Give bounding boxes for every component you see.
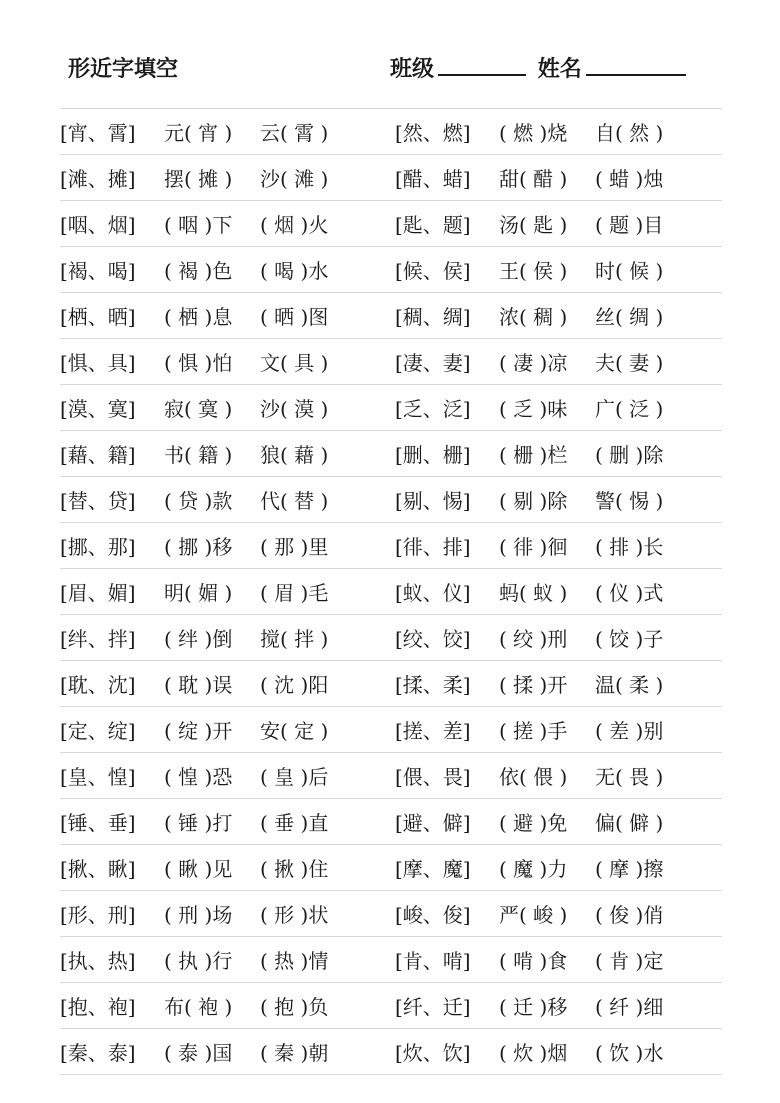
char-pair: [峻、俊] [395, 903, 471, 927]
word-2: 广( 泛 ) [595, 397, 664, 421]
word-1: 王( 侯 ) [499, 259, 568, 283]
word-1: ( 耽 )误 [164, 673, 233, 697]
word-2: 时( 候 ) [595, 259, 664, 283]
word-2: ( 题 )目 [595, 213, 664, 237]
word-1: ( 刑 )场 [164, 903, 233, 927]
exercise-row [60, 1029, 722, 1075]
word-2: ( 揪 )住 [260, 857, 329, 881]
word-2: 自( 然 ) [595, 121, 664, 145]
word-2: ( 垂 )直 [260, 811, 329, 835]
word-1: ( 贷 )款 [164, 489, 233, 513]
exercise-item-right [391, 255, 726, 284]
char-pair: [秦、泰] [60, 1041, 136, 1065]
char-pair: [凄、妻] [395, 351, 471, 375]
char-pair: [抱、袍] [60, 995, 136, 1019]
word-1: 书( 籍 ) [164, 443, 233, 467]
char-pair: [替、贷] [60, 489, 136, 513]
word-2: ( 肯 )定 [595, 949, 664, 973]
char-pair: [藉、籍] [60, 443, 136, 467]
exercise-row [60, 109, 722, 155]
word-1: ( 绞 )刑 [499, 627, 568, 651]
word-2: 搅( 拌 ) [260, 627, 329, 651]
exercise-row [60, 339, 722, 385]
word-2: ( 烟 )火 [260, 213, 329, 237]
word-2: ( 仪 )式 [595, 581, 664, 605]
word-1: 浓( 稠 ) [499, 305, 568, 329]
word-2: ( 饺 )子 [595, 627, 664, 651]
exercise-item-left [60, 531, 391, 560]
exercise-item-left [60, 853, 391, 882]
word-1: ( 避 )免 [499, 811, 568, 835]
exercise-item-left [60, 485, 391, 514]
char-pair: [褐、喝] [60, 259, 136, 283]
exercise-item-left [60, 715, 391, 744]
exercise-row [60, 707, 722, 753]
name-blank-line[interactable] [586, 54, 686, 76]
char-pair: [炊、饮] [395, 1041, 471, 1065]
student-info [390, 52, 690, 83]
word-1: ( 魔 )力 [499, 857, 568, 881]
word-1: ( 迁 )移 [499, 995, 568, 1019]
char-pair: [肯、啃] [395, 949, 471, 973]
char-pair: [醋、蜡] [395, 167, 471, 191]
exercise-item-right [391, 577, 726, 606]
word-1: ( 咽 )下 [164, 213, 233, 237]
word-1: ( 绊 )倒 [164, 627, 233, 651]
word-2: ( 皇 )后 [260, 765, 329, 789]
exercise-item-right [391, 945, 726, 974]
exercise-row [60, 661, 722, 707]
word-1: ( 栖 )息 [164, 305, 233, 329]
word-2: ( 俊 )俏 [595, 903, 664, 927]
word-2: 无( 畏 ) [595, 765, 664, 789]
char-pair: [栖、晒] [60, 305, 136, 329]
word-2: ( 沈 )阳 [260, 673, 329, 697]
exercise-item-right [391, 485, 726, 514]
word-2: 安( 定 ) [260, 719, 329, 743]
char-pair: [绞、饺] [395, 627, 471, 651]
exercise-item-left [60, 761, 391, 790]
char-pair: [定、绽] [60, 719, 136, 743]
exercise-item-left [60, 301, 391, 330]
exercise-item-left [60, 117, 391, 146]
exercise-item-left [60, 807, 391, 836]
exercise-row [60, 477, 722, 523]
word-2: 沙( 滩 ) [260, 167, 329, 191]
word-1: ( 绽 )开 [164, 719, 233, 743]
char-pair: [惧、具] [60, 351, 136, 375]
exercise-item-right [391, 163, 726, 192]
exercise-item-right [391, 761, 726, 790]
exercise-item-right [391, 853, 726, 882]
word-1: ( 徘 )徊 [499, 535, 568, 559]
word-2: ( 排 )长 [595, 535, 664, 559]
name-label: 姓名 [537, 57, 582, 82]
word-2: ( 蜡 )烛 [595, 167, 664, 191]
exercise-row [60, 753, 722, 799]
char-pair: [然、燃] [395, 121, 471, 145]
word-2: ( 眉 )毛 [260, 581, 329, 605]
exercise-item-right [391, 669, 726, 698]
exercise-item-right [391, 347, 726, 376]
char-pair: [删、栅] [395, 443, 471, 467]
word-2: 夫( 妻 ) [595, 351, 664, 375]
exercise-item-left [60, 163, 391, 192]
char-pair: [眉、媚] [60, 581, 136, 605]
exercise-item-right [391, 117, 726, 146]
word-1: ( 啃 )食 [499, 949, 568, 973]
word-1: ( 褐 )色 [164, 259, 233, 283]
char-pair: [揉、柔] [395, 673, 471, 697]
exercise-item-left [60, 991, 391, 1020]
char-pair: [候、侯] [395, 259, 471, 283]
exercise-row [60, 385, 722, 431]
word-2: ( 饮 )水 [595, 1041, 664, 1065]
exercise-item-left [60, 945, 391, 974]
word-1: ( 惧 )怕 [164, 351, 233, 375]
word-1: ( 剔 )除 [499, 489, 568, 513]
exercise-item-right [391, 393, 726, 422]
word-1: ( 揉 )开 [499, 673, 568, 697]
word-2: 沙( 漠 ) [260, 397, 329, 421]
exercise-row [60, 523, 722, 569]
char-pair: [搓、差] [395, 719, 471, 743]
word-1: 汤( 匙 ) [499, 213, 568, 237]
class-blank-line[interactable] [438, 54, 526, 76]
exercise-item-left [60, 393, 391, 422]
exercise-row [60, 937, 722, 983]
worksheet-title: 形近字填空 [68, 57, 179, 82]
char-pair: [形、刑] [60, 903, 136, 927]
word-1: ( 惶 )恐 [164, 765, 233, 789]
word-2: 代( 替 ) [260, 489, 329, 513]
exercise-table [60, 108, 722, 1075]
exercise-item-left [60, 899, 391, 928]
exercise-item-right [391, 991, 726, 1020]
word-2: ( 晒 )图 [260, 305, 329, 329]
exercise-item-right [391, 301, 726, 330]
char-pair: [滩、摊] [60, 167, 136, 191]
char-pair: [摩、魔] [395, 857, 471, 881]
word-2: ( 摩 )擦 [595, 857, 664, 881]
word-2: ( 秦 )朝 [260, 1041, 329, 1065]
word-1: 蚂( 蚁 ) [499, 581, 568, 605]
exercise-row [60, 247, 722, 293]
char-pair: [锤、垂] [60, 811, 136, 835]
word-1: 明( 媚 ) [164, 581, 233, 605]
exercise-row [60, 891, 722, 937]
char-pair: [纤、迁] [395, 995, 471, 1019]
exercise-item-left [60, 623, 391, 652]
worksheet-header [68, 52, 692, 84]
word-1: ( 栅 )栏 [499, 443, 568, 467]
char-pair: [咽、烟] [60, 213, 136, 237]
exercise-item-right [391, 715, 726, 744]
word-2: 文( 具 ) [260, 351, 329, 375]
word-2: 丝( 绸 ) [595, 305, 664, 329]
word-1: 寂( 寞 ) [164, 397, 233, 421]
exercise-item-left [60, 209, 391, 238]
char-pair: [揪、瞅] [60, 857, 136, 881]
exercise-item-right [391, 439, 726, 468]
char-pair: [稠、绸] [395, 305, 471, 329]
exercise-row [60, 569, 722, 615]
word-2: 狼( 藉 ) [260, 443, 329, 467]
char-pair: [耽、沈] [60, 673, 136, 697]
exercise-row [60, 983, 722, 1029]
char-pair: [徘、排] [395, 535, 471, 559]
word-2: 警( 惕 ) [595, 489, 664, 513]
char-pair: [乏、泛] [395, 397, 471, 421]
word-2: 云( 霄 ) [260, 121, 329, 145]
exercise-row [60, 201, 722, 247]
word-2: 温( 柔 ) [595, 673, 664, 697]
word-1: ( 燃 )烧 [499, 121, 568, 145]
exercise-row [60, 845, 722, 891]
exercise-item-left [60, 347, 391, 376]
char-pair: [偎、畏] [395, 765, 471, 789]
exercise-item-left [60, 669, 391, 698]
word-1: 依( 偎 ) [499, 765, 568, 789]
char-pair: [蚁、仪] [395, 581, 471, 605]
exercise-row [60, 431, 722, 477]
char-pair: [皇、惶] [60, 765, 136, 789]
exercise-row [60, 799, 722, 845]
class-label: 班级 [390, 57, 435, 82]
word-1: ( 瞅 )见 [164, 857, 233, 881]
word-1: ( 搓 )手 [499, 719, 568, 743]
char-pair: [挪、那] [60, 535, 136, 559]
word-2: ( 喝 )水 [260, 259, 329, 283]
char-pair: [绊、拌] [60, 627, 136, 651]
word-1: ( 挪 )移 [164, 535, 233, 559]
word-1: ( 锤 )打 [164, 811, 233, 835]
char-pair: [匙、题] [395, 213, 471, 237]
exercise-row [60, 615, 722, 661]
char-pair: [执、热] [60, 949, 136, 973]
word-1: 摆( 摊 ) [164, 167, 233, 191]
word-1: ( 泰 )国 [164, 1041, 233, 1065]
word-2: ( 差 )别 [595, 719, 664, 743]
word-2: ( 那 )里 [260, 535, 329, 559]
exercise-row [60, 293, 722, 339]
word-2: 偏( 僻 ) [595, 811, 664, 835]
char-pair: [避、僻] [395, 811, 471, 835]
word-2: ( 删 )除 [595, 443, 664, 467]
char-pair: [宵、霄] [60, 121, 136, 145]
word-2: ( 热 )情 [260, 949, 329, 973]
word-1: 严( 峻 ) [499, 903, 568, 927]
exercise-row [60, 155, 722, 201]
word-1: 元( 宵 ) [164, 121, 233, 145]
word-1: ( 凄 )凉 [499, 351, 568, 375]
char-pair: [漠、寞] [60, 397, 136, 421]
exercise-item-right [391, 623, 726, 652]
exercise-item-right [391, 807, 726, 836]
exercise-item-left [60, 577, 391, 606]
word-1: ( 执 )行 [164, 949, 233, 973]
word-1: ( 乏 )味 [499, 397, 568, 421]
exercise-item-left [60, 255, 391, 284]
exercise-item-right [391, 1037, 726, 1066]
exercise-item-left [60, 439, 391, 468]
exercise-item-right [391, 531, 726, 560]
word-1: ( 炊 )烟 [499, 1041, 568, 1065]
exercise-item-right [391, 899, 726, 928]
word-1: 甜( 醋 ) [499, 167, 568, 191]
char-pair: [剔、惕] [395, 489, 471, 513]
exercise-item-right [391, 209, 726, 238]
word-2: ( 纤 )细 [595, 995, 664, 1019]
exercise-item-left [60, 1037, 391, 1066]
word-2: ( 抱 )负 [260, 995, 329, 1019]
word-2: ( 形 )状 [260, 903, 329, 927]
word-1: 布( 袍 ) [164, 995, 233, 1019]
